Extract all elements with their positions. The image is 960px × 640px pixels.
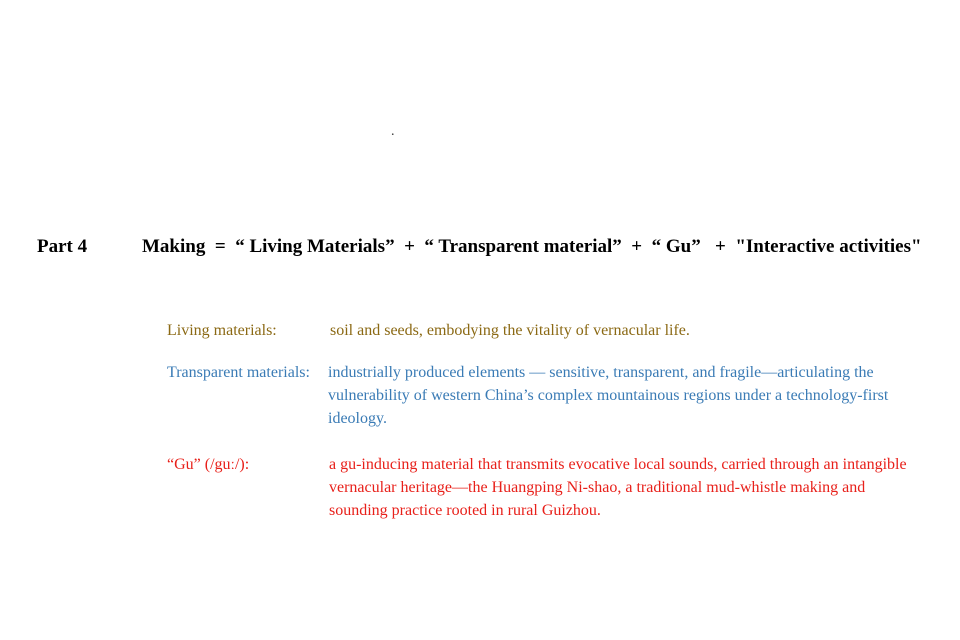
stray-dot: . xyxy=(391,124,395,139)
term-description: a gu-inducing material that transmits evocative local sounds, carried through an intangible vernacular heritage—the Huangping Ni-shao, a traditional mud-whistle making and sounding practice rooted in rural Guizhou. xyxy=(329,456,907,519)
formula-gu: “ Gu” xyxy=(651,236,701,257)
formula-living-materials: “ Living Materials” xyxy=(235,236,395,257)
formula-transparent-material: “ Transparent material” xyxy=(424,236,622,257)
formula-interactive-activities: "Interactive activities" xyxy=(735,236,922,257)
part-label: Part 4 xyxy=(37,236,88,257)
formula-making: Making xyxy=(142,236,206,257)
formula-heading xyxy=(142,236,922,258)
term-description: industrially produced elements — sensitive, transparent, and fragile—articulating the vulnerability of western China’s complex mountainous regions under a technology-first ideology. xyxy=(328,364,889,427)
formula-plus: + xyxy=(714,236,726,257)
term-description: soil and seeds, embodying the vitality of vernacular life. xyxy=(330,322,690,339)
term-label: Transparent materials: xyxy=(167,364,310,381)
term-label: “Gu” (/guː/): xyxy=(167,456,250,473)
term-label: Living materials: xyxy=(167,322,277,339)
formula-plus: + xyxy=(404,236,415,257)
formula-plus: + xyxy=(631,236,643,257)
formula-equals: = xyxy=(214,236,226,257)
